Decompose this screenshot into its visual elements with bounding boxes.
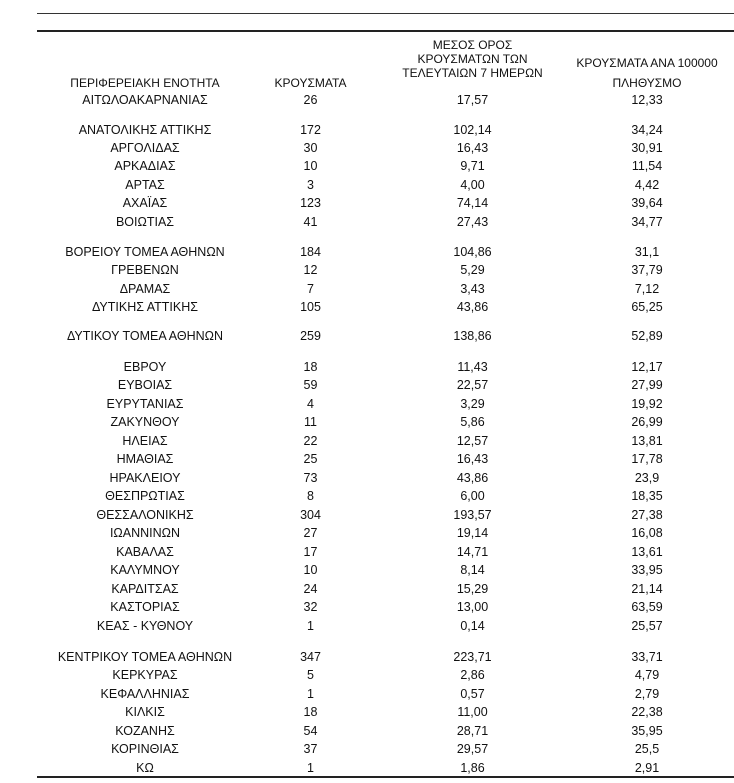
- table-row: [37, 450, 734, 468]
- avg7-cell: 22,57: [456, 378, 489, 392]
- cases-cell: 4: [307, 397, 314, 411]
- region-cell: ΘΕΣΣΑΛΟΝΙΚΗΣ: [96, 508, 194, 522]
- cases-cell: 123: [300, 196, 321, 210]
- region-cell: ΒΟΙΩΤΙΑΣ: [115, 215, 175, 229]
- cases-cell: 59: [303, 378, 318, 392]
- header-per100k: [560, 38, 734, 90]
- cases-cell: 18: [303, 705, 318, 719]
- avg7-cell: 138,86: [453, 329, 492, 343]
- cases-cell: 25: [303, 452, 318, 466]
- region-cell: ΚΕΡΚΥΡΑΣ: [112, 668, 178, 682]
- region-cell: ΘΕΣΠΡΩΤΙΑΣ: [105, 489, 185, 503]
- header-avg7: [385, 38, 560, 90]
- avg7-cell: 6,00: [460, 489, 485, 503]
- avg7-cell: 27,43: [456, 215, 489, 229]
- per100k-cell: 35,95: [631, 724, 663, 738]
- cases-cell: 105: [300, 300, 321, 314]
- per100k-cell: 34,77: [631, 215, 663, 229]
- avg7-cell: 0,57: [460, 687, 485, 701]
- avg7-cell: 193,57: [453, 508, 492, 522]
- per100k-cell: 4,42: [634, 178, 660, 192]
- avg7-cell: 15,29: [456, 582, 489, 596]
- avg7-cell: 28,71: [456, 724, 489, 738]
- region-cell: ΑΙΤΩΛΟΑΚΑΡΝΑΝΙΑΣ: [82, 93, 208, 107]
- region-cell: ΙΩΑΝΝΙΝΩΝ: [109, 526, 181, 540]
- table-row: [37, 648, 734, 666]
- cases-cell: 1: [307, 619, 314, 633]
- table-row: [37, 685, 734, 703]
- cases-cell: 10: [303, 563, 318, 577]
- region-cell: ΔΥΤΙΚΟΥ ΤΟΜΕΑ ΑΘΗΝΩΝ: [66, 329, 224, 343]
- avg7-cell: 11,43: [457, 360, 488, 374]
- per100k-cell: 65,25: [631, 300, 663, 314]
- per100k-cell: 2,91: [634, 761, 660, 775]
- per100k-cell: 27,99: [631, 378, 663, 392]
- cases-cell: 1: [307, 761, 314, 775]
- avg7-cell: 102,14: [453, 123, 492, 137]
- per100k-cell: 37,79: [631, 263, 663, 277]
- cases-cell: 24: [303, 582, 318, 596]
- table-row: [37, 666, 734, 684]
- table-row: [37, 506, 734, 524]
- table-row: [37, 395, 734, 413]
- per100k-cell: 13,81: [631, 434, 663, 448]
- header-avg7-line1: ΜΕΣΟΣ ΟΡΟΣ: [432, 38, 513, 52]
- region-cell: ΖΑΚΥΝΘΟΥ: [110, 415, 180, 429]
- cases-cell: 259: [300, 329, 321, 343]
- cases-cell: 27: [303, 526, 318, 540]
- cases-cell: 17: [303, 545, 318, 559]
- cases-cell: 54: [303, 724, 318, 738]
- table-row: [37, 524, 734, 542]
- table-row: [37, 561, 734, 579]
- per100k-cell: 22,38: [631, 705, 663, 719]
- region-cell: ΑΡΤΑΣ: [125, 178, 165, 192]
- region-cell: ΗΡΑΚΛΕΙΟΥ: [109, 471, 181, 485]
- cases-cell: 7: [307, 282, 314, 296]
- per100k-cell: 25,5: [634, 742, 660, 756]
- avg7-cell: 13,00: [456, 600, 489, 614]
- per100k-cell: 7,12: [634, 282, 660, 296]
- cases-cell: 172: [300, 123, 321, 137]
- table-row: [37, 598, 734, 616]
- header-per100k-line1: ΚΡΟΥΣΜΑΤΑ ΑΝΑ 100000: [576, 56, 718, 70]
- table-row: [37, 91, 734, 109]
- per100k-cell: 39,64: [631, 196, 663, 210]
- avg7-cell: 43,86: [456, 300, 489, 314]
- avg7-cell: 16,43: [456, 141, 489, 155]
- avg7-cell: 5,86: [460, 415, 485, 429]
- table-row: [37, 213, 734, 231]
- avg7-cell: 29,57: [456, 742, 489, 756]
- region-cell: ΒΟΡΕΙΟΥ ΤΟΜΕΑ ΑΘΗΝΩΝ: [65, 245, 225, 259]
- avg7-cell: 223,71: [453, 650, 492, 664]
- table-row: [37, 376, 734, 394]
- per100k-cell: 27,38: [631, 508, 663, 522]
- table-row: [37, 280, 734, 298]
- cases-cell: 18: [303, 360, 318, 374]
- region-cell: ΚΩ: [136, 761, 154, 775]
- table-row: [37, 194, 734, 212]
- avg7-cell: 104,86: [453, 245, 492, 259]
- cases-cell: 26: [303, 93, 318, 107]
- table-row: [37, 580, 734, 598]
- region-cell: ΚΙΛΚΙΣ: [125, 705, 165, 719]
- cases-cell: 22: [303, 434, 318, 448]
- region-cell: ΓΡΕΒΕΝΩΝ: [111, 263, 179, 277]
- cases-cell: 30: [303, 141, 318, 155]
- per100k-cell: 12,33: [631, 93, 663, 107]
- per100k-cell: 63,59: [631, 600, 663, 614]
- per100k-cell: 21,14: [631, 582, 663, 596]
- table-row: [37, 432, 734, 450]
- cases-cell: 1: [307, 687, 314, 701]
- cases-cell: 41: [303, 215, 318, 229]
- region-cell: ΚΟΡΙΝΘΙΑΣ: [111, 742, 179, 756]
- per100k-cell: 31,1: [634, 245, 660, 259]
- header-cases-label: ΚΡΟΥΣΜΑΤΑ: [274, 76, 347, 90]
- avg7-cell: 5,29: [460, 263, 485, 277]
- header-rule: [37, 30, 734, 32]
- cases-cell: 5: [307, 668, 314, 682]
- region-cell: ΕΒΡΟΥ: [123, 360, 167, 374]
- top-rule: [37, 13, 734, 14]
- per100k-cell: 12,17: [631, 360, 663, 374]
- per100k-cell: 17,78: [631, 452, 663, 466]
- table-row: [37, 261, 734, 279]
- region-cell: ΑΧΑΪΑΣ: [122, 196, 168, 210]
- table-row: [37, 157, 734, 175]
- cases-cell: 73: [303, 471, 318, 485]
- region-cell: ΑΡΓΟΛΙΔΑΣ: [110, 141, 180, 155]
- table-row: [37, 759, 734, 777]
- region-cell: ΗΜΑΘΙΑΣ: [116, 452, 174, 466]
- header-cases: [253, 38, 368, 90]
- avg7-cell: 1,86: [460, 761, 485, 775]
- cases-cell: 32: [303, 600, 318, 614]
- table-row: [37, 121, 734, 139]
- avg7-cell: 3,29: [460, 397, 485, 411]
- table-row: [37, 176, 734, 194]
- bottom-rule: [37, 776, 734, 778]
- region-cell: ΚΕΦΑΛΛΗΝΙΑΣ: [100, 687, 190, 701]
- table-row: [37, 722, 734, 740]
- header-region: [37, 38, 253, 90]
- per100k-cell: 52,89: [631, 329, 663, 343]
- region-cell: ΚΑΛΥΜΝΟΥ: [110, 563, 180, 577]
- avg7-cell: 9,71: [460, 159, 485, 173]
- cases-cell: 37: [303, 742, 318, 756]
- table-row: [37, 487, 734, 505]
- cases-cell: 304: [300, 508, 321, 522]
- avg7-cell: 12,57: [456, 434, 489, 448]
- table-row: [37, 358, 734, 376]
- avg7-cell: 16,43: [456, 452, 489, 466]
- avg7-cell: 17,57: [456, 93, 489, 107]
- region-cell: ΚΕΝΤΡΙΚΟΥ ΤΟΜΕΑ ΑΘΗΝΩΝ: [57, 650, 233, 664]
- header-avg7-line2: ΚΡΟΥΣΜΑΤΩΝ ΤΩΝ: [417, 52, 528, 66]
- cases-cell: 12: [303, 263, 318, 277]
- avg7-cell: 0,14: [460, 619, 485, 633]
- header-region-label: ΠΕΡΙΦΕΡΕΙΑΚΗ ΕΝΟΤΗΤΑ: [70, 76, 220, 90]
- avg7-cell: 2,86: [460, 668, 485, 682]
- cases-cell: 10: [303, 159, 318, 173]
- per100k-cell: 11,54: [631, 159, 663, 173]
- cases-cell: 347: [300, 650, 321, 664]
- header-per100k-line2: ΠΛΗΘΥΣΜΟ: [612, 76, 682, 90]
- avg7-cell: 8,14: [460, 563, 485, 577]
- region-cell: ΚΑΡΔΙΤΣΑΣ: [111, 582, 179, 596]
- region-cell: ΚΑΣΤΟΡΙΑΣ: [110, 600, 180, 614]
- per100k-cell: 26,99: [631, 415, 663, 429]
- per100k-cell: 18,35: [631, 489, 663, 503]
- table-row: [37, 327, 734, 345]
- per100k-cell: 25,57: [631, 619, 663, 633]
- per100k-cell: 33,71: [631, 650, 663, 664]
- region-cell: ΔΡΑΜΑΣ: [119, 282, 171, 296]
- table-row: [37, 139, 734, 157]
- table-row: [37, 243, 734, 261]
- region-cell: ΕΥΒΟΙΑΣ: [117, 378, 173, 392]
- table-row: [37, 740, 734, 758]
- per100k-cell: 34,24: [631, 123, 663, 137]
- per100k-cell: 16,08: [631, 526, 663, 540]
- avg7-cell: 4,00: [460, 178, 485, 192]
- cases-cell: 8: [307, 489, 314, 503]
- region-cell: ΕΥΡΥΤΑΝΙΑΣ: [106, 397, 184, 411]
- region-cell: ΚΟΖΑΝΗΣ: [115, 724, 175, 738]
- cases-cell: 3: [307, 178, 314, 192]
- per100k-cell: 4,79: [634, 668, 660, 682]
- per100k-cell: 33,95: [631, 563, 663, 577]
- table-row: [37, 298, 734, 316]
- per100k-cell: 30,91: [631, 141, 663, 155]
- region-cell: ΚΑΒΑΛΑΣ: [116, 545, 174, 559]
- avg7-cell: 19,14: [456, 526, 489, 540]
- cases-cell: 184: [300, 245, 321, 259]
- table-row: [37, 617, 734, 635]
- table-row: [37, 413, 734, 431]
- cases-cell: 11: [304, 415, 317, 429]
- header-avg7-line3: ΤΕΛΕΥΤΑΙΩΝ 7 ΗΜΕΡΩΝ: [402, 66, 543, 80]
- avg7-cell: 14,71: [456, 545, 489, 559]
- per100k-cell: 2,79: [634, 687, 660, 701]
- table-row: [37, 543, 734, 561]
- avg7-cell: 11,00: [457, 705, 488, 719]
- region-cell: ΚΕΑΣ - ΚΥΘΝΟΥ: [96, 619, 194, 633]
- table-row: [37, 703, 734, 721]
- region-cell: ΑΡΚΑΔΙΑΣ: [114, 159, 176, 173]
- per100k-cell: 19,92: [631, 397, 663, 411]
- avg7-cell: 74,14: [456, 196, 489, 210]
- region-cell: ΔΥΤΙΚΗΣ ΑΤΤΙΚΗΣ: [92, 300, 198, 314]
- table-row: [37, 469, 734, 487]
- avg7-cell: 43,86: [456, 471, 489, 485]
- region-cell: ΗΛΕΙΑΣ: [122, 434, 168, 448]
- avg7-cell: 3,43: [460, 282, 485, 296]
- region-cell: ΑΝΑΤΟΛΙΚΗΣ ΑΤΤΙΚΗΣ: [78, 123, 212, 137]
- per100k-cell: 13,61: [631, 545, 663, 559]
- per100k-cell: 23,9: [634, 471, 660, 485]
